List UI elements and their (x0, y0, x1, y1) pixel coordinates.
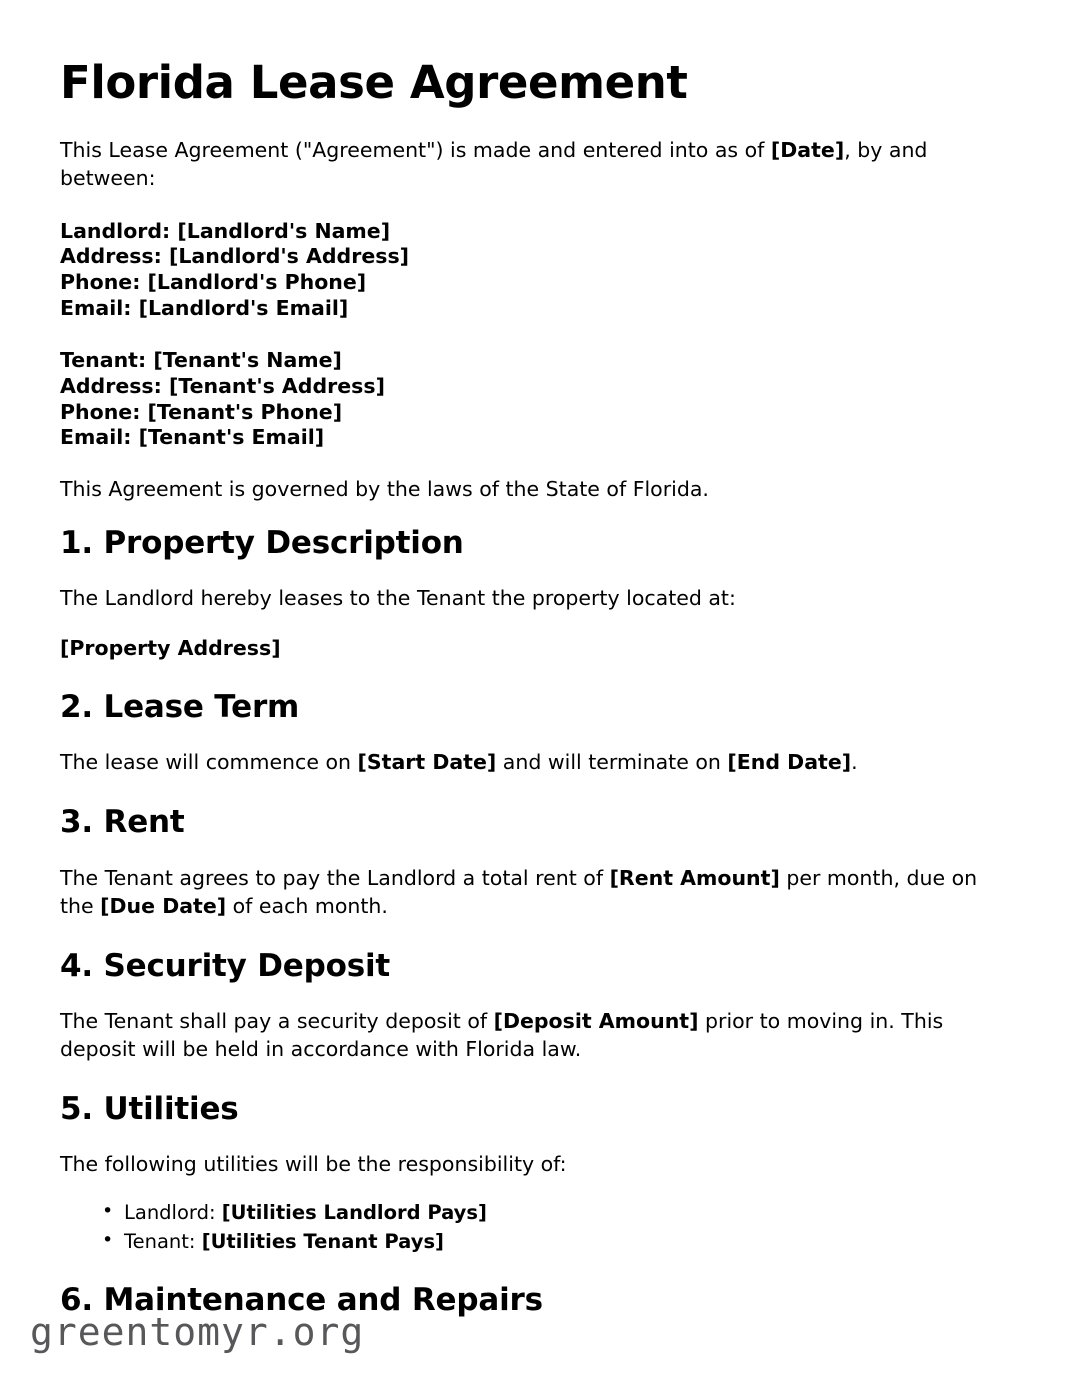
section-heading-property-description: 1. Property Description (60, 525, 464, 562)
utilities-body: The following utilities will be the responsibility of: (60, 1152, 567, 1177)
site-watermark: greentomyr.org (30, 1310, 365, 1354)
bullet-icon: • (102, 1228, 114, 1251)
start-date-placeholder: [Start Date] (357, 750, 497, 775)
landlord-name-line: Landlord: [Landlord's Name] (60, 218, 391, 243)
list-item (102, 1228, 1005, 1254)
governing-law-paragraph: This Agreement is governed by the laws of the State of Florida. (60, 477, 709, 502)
security-deposit-text-2: prior to moving in. This deposit will be held in accordance with Florida law. (60, 1008, 944, 1062)
rent-amount-placeholder: [Rent Amount] (609, 865, 780, 890)
landlord-email-line: Email: [Landlord's Email] (60, 296, 349, 321)
end-date-placeholder: [End Date] (727, 750, 852, 775)
section-heading-maintenance-and-repairs: 6. Maintenance and Repairs (60, 1282, 543, 1319)
utilities-landlord-placeholder: [Utilities Landlord Pays] (221, 1201, 487, 1225)
rent-text-1: The Tenant agrees to pay the Landlord a total rent of (60, 865, 610, 890)
lease-term-text-1: The lease will commence on (60, 750, 358, 775)
date-placeholder: [Date] (770, 138, 845, 163)
lease-term-text-3: . (851, 750, 858, 775)
rent-text-3: of each month. (226, 893, 388, 918)
property-description-body: The Landlord hereby leases to the Tenant the property located at: (60, 586, 736, 611)
tenant-phone-line: Phone: [Tenant's Phone] (60, 399, 343, 424)
lease-term-text-2: and will terminate on (496, 750, 728, 775)
due-date-placeholder: [Due Date] (100, 893, 227, 918)
rent-text-2: per month, due on the (60, 865, 978, 918)
section-heading-rent: 3. Rent (60, 804, 185, 841)
tenant-name-line: Tenant: [Tenant's Name] (60, 347, 342, 372)
utilities-tenant-placeholder: [Utilities Tenant Pays] (201, 1229, 444, 1253)
tenant-email-line: Email: [Tenant's Email] (60, 425, 325, 450)
bullet-icon: • (102, 1200, 114, 1223)
intro-text-before: This Lease Agreement ("Agreement") is made and entered into as of (60, 138, 771, 163)
intro-text-after: , by and between: (60, 138, 928, 191)
security-deposit-text-1: The Tenant shall pay a security deposit of (60, 1008, 494, 1033)
deposit-amount-placeholder: [Deposit Amount] (493, 1008, 699, 1033)
intro-paragraph (60, 136, 1005, 192)
lease-term-body (60, 748, 1005, 776)
landlord-phone-line: Phone: [Landlord's Phone] (60, 270, 367, 295)
utilities-list (60, 1200, 1005, 1254)
security-deposit-body (60, 1007, 1005, 1063)
landlord-details-block (60, 219, 1005, 322)
section-heading-security-deposit: 4. Security Deposit (60, 947, 391, 984)
landlord-address-line: Address: [Landlord's Address] (60, 244, 410, 269)
tenant-details-block (60, 348, 1005, 451)
utilities-tenant-label: Tenant: (124, 1229, 202, 1253)
utilities-landlord-label: Landlord: (124, 1201, 222, 1225)
property-address-placeholder: [Property Address] (60, 635, 281, 660)
section-heading-utilities: 5. Utilities (60, 1091, 239, 1128)
page-title: Florida Lease Agreement (60, 56, 688, 109)
list-item (102, 1200, 1005, 1225)
rent-body (60, 864, 1005, 920)
tenant-address-line: Address: [Tenant's Address] (60, 373, 385, 398)
section-heading-lease-term: 2. Lease Term (60, 689, 300, 726)
